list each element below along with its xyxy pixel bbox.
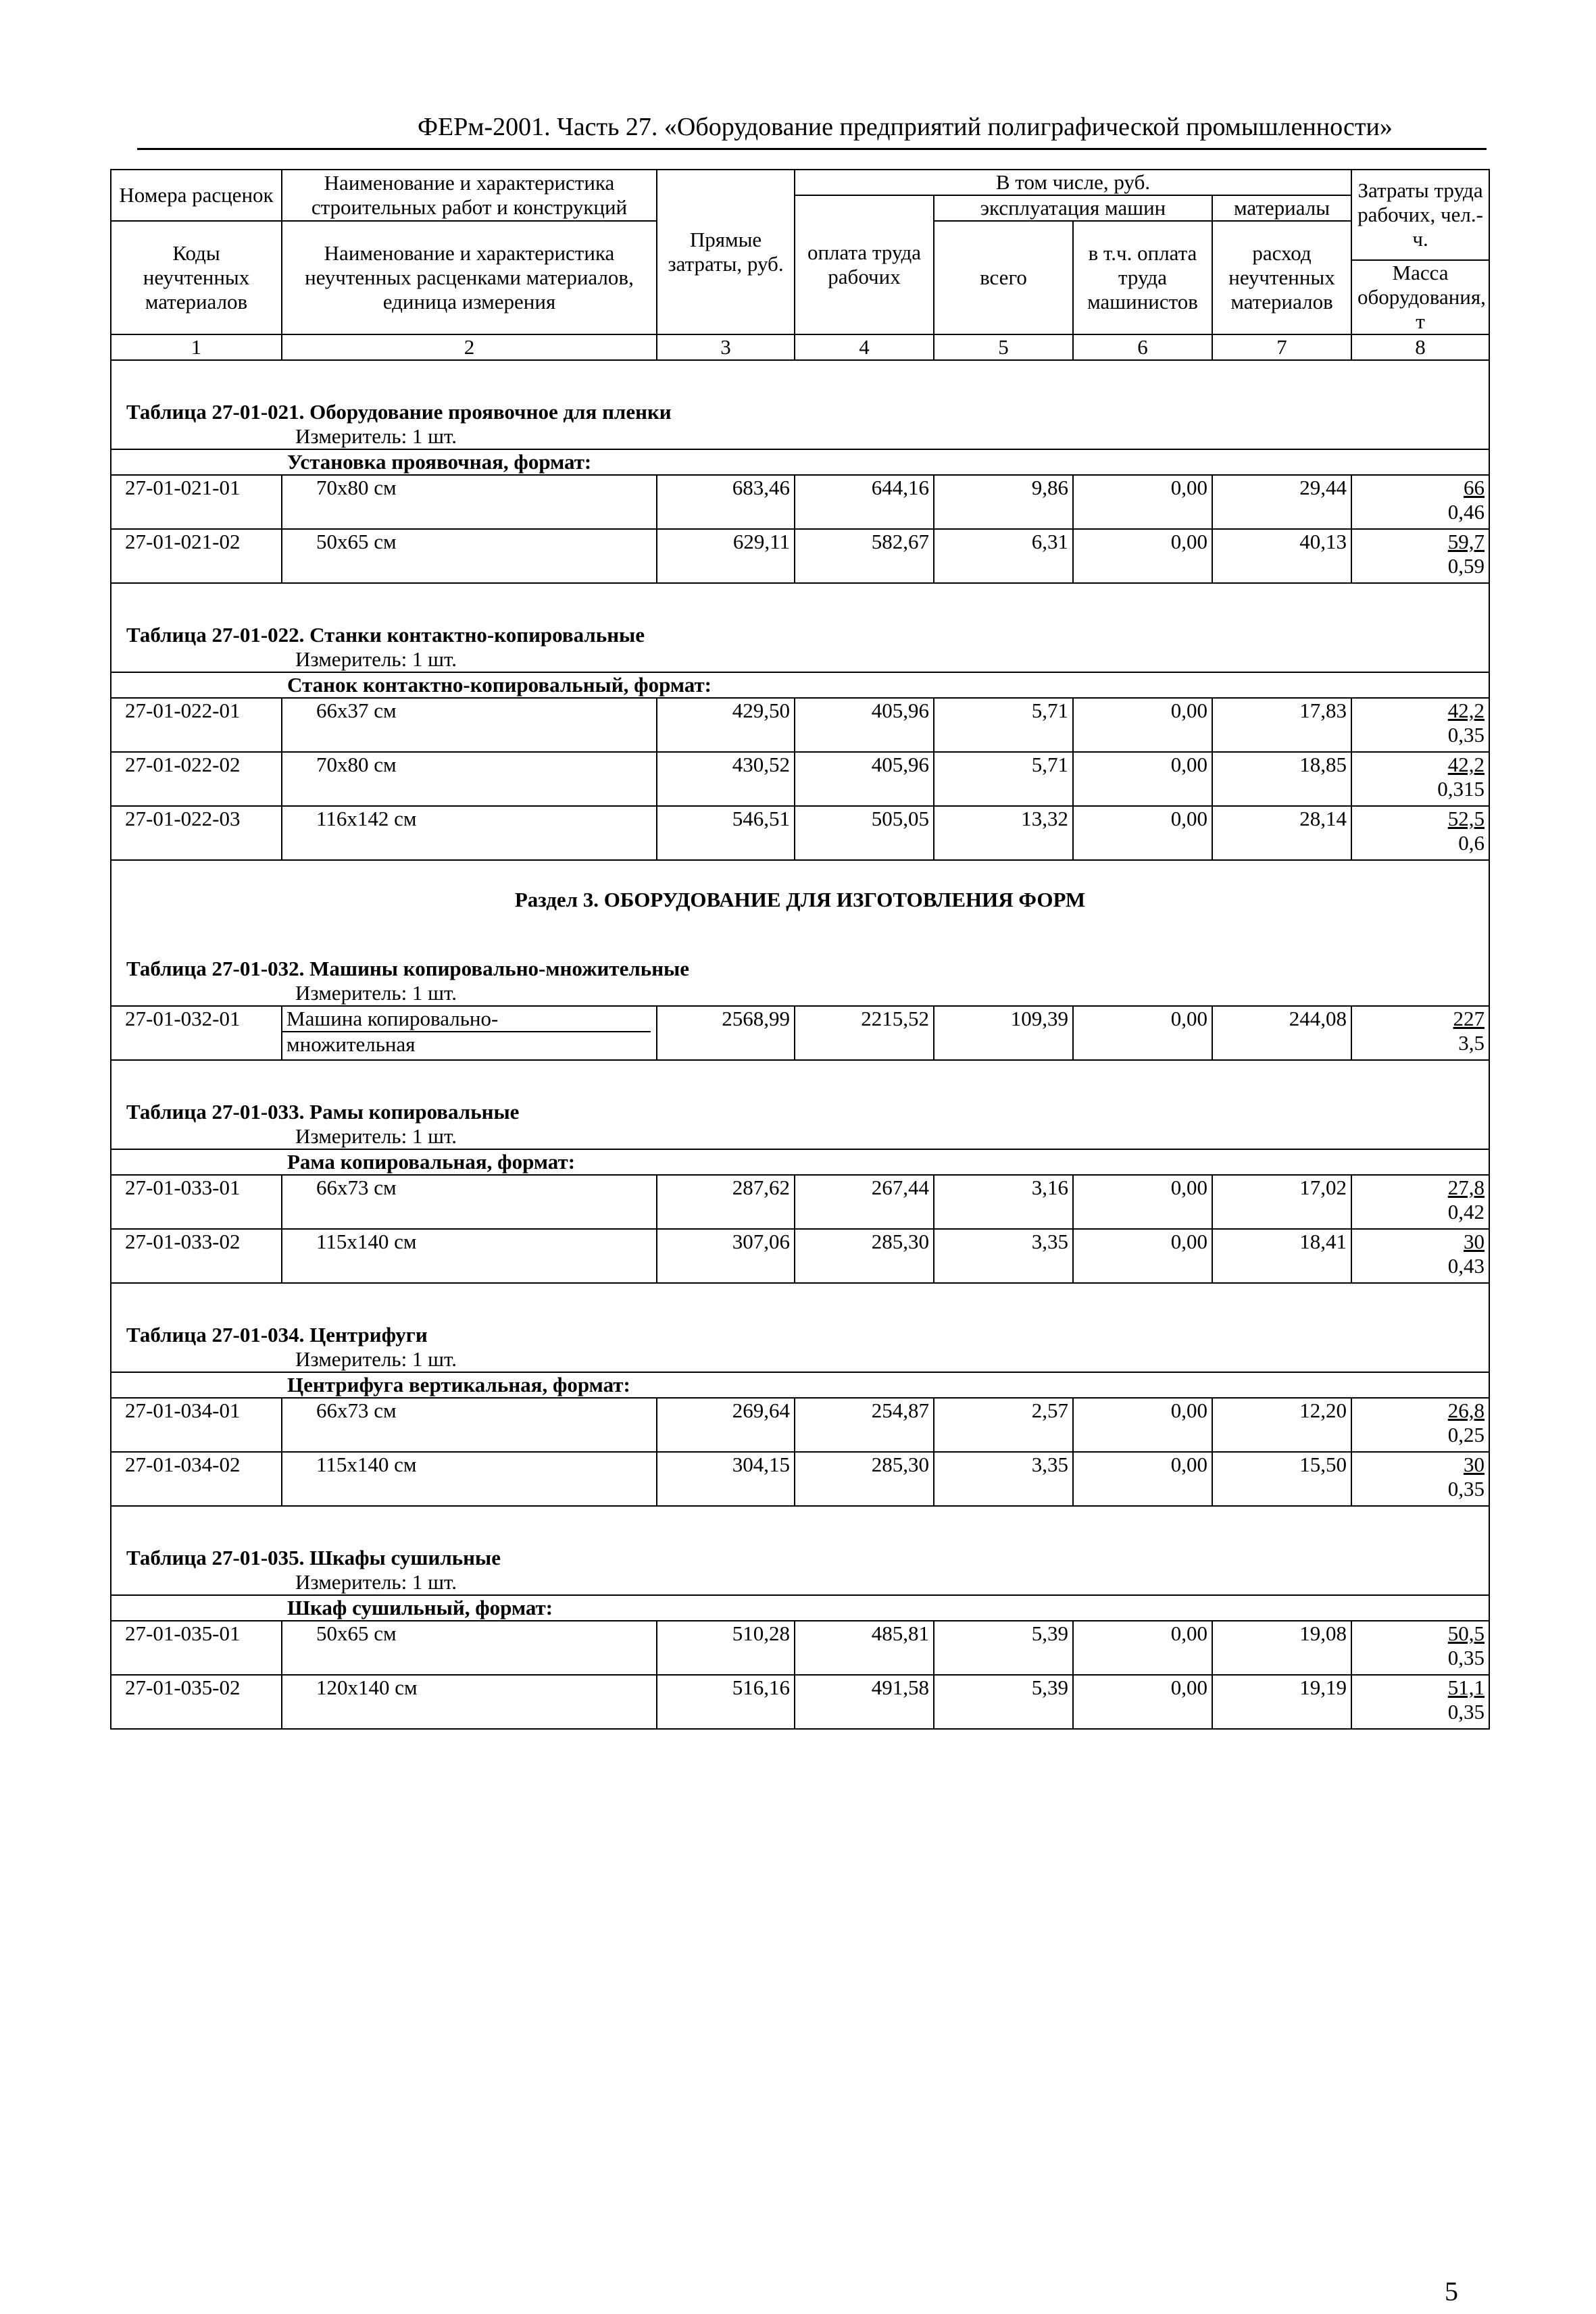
value-direct: 304,15 [657,1452,795,1506]
table-title-row [111,360,1489,424]
rate-name: 115x140 см [282,1452,657,1506]
col-materials: материалы [1212,195,1351,221]
value-mach: 5,39 [934,1675,1073,1729]
value-direct: 629,11 [657,529,795,583]
value-mat: 17,02 [1212,1175,1351,1229]
col-num: 5 [934,334,1073,360]
value-labor: 485,81 [795,1621,934,1675]
value-mach-labor: 0,00 [1073,1675,1212,1729]
col-num: 1 [111,334,282,360]
meter-row [111,1347,1489,1372]
mass-value: 3,5 [1458,1031,1485,1055]
rate-name-line: множительная [286,1032,416,1056]
rate-name: 116x142 см [282,806,657,860]
value-mach-labor: 0,00 [1073,806,1212,860]
col-material-name: Наименование и характеристика неучтенных расценками материалов, единица измерения [282,221,657,334]
hours-mass-cell [1351,1229,1489,1283]
value-mach: 2,57 [934,1398,1073,1452]
labor-hours-value: 227 [1453,1007,1485,1030]
mass-value: 0,315 [1437,777,1485,801]
value-labor: 285,30 [795,1229,934,1283]
rate-code: 27-01-032-01 [111,1006,282,1060]
meter-row [111,424,1489,449]
item-subtitle: Рама копировальная, формат: [111,1149,1489,1175]
value-mach-labor: 0,00 [1073,752,1212,806]
col-num: 8 [1351,334,1489,360]
header-row-1 [111,170,1489,195]
table-row [111,1621,1489,1675]
mass-value: 0,35 [1447,1477,1485,1501]
value-mach: 109,39 [934,1006,1073,1060]
col-num: 6 [1073,334,1212,360]
labor-hours-value: 30 [1464,1230,1485,1253]
table-title: Таблица 27-01-021. Оборудование проявочное для пленки [111,360,1489,424]
item-subtitle: Установка проявочная, формат: [111,449,1489,475]
value-labor: 405,96 [795,752,934,806]
table-row [111,1175,1489,1229]
meter-label: Измеритель: 1 шт. [111,647,1489,672]
value-mach-labor: 0,00 [1073,698,1212,752]
rate-code: 27-01-022-03 [111,806,282,860]
col-rate-numbers: Номера расценок [111,170,282,221]
meter-row [111,1124,1489,1149]
value-mach: 6,31 [934,529,1073,583]
value-labor: 2215,52 [795,1006,934,1060]
section-title: Раздел 3. ОБОРУДОВАНИЕ ДЛЯ ИЗГОТОВЛЕНИЯ ФОРМ [111,860,1489,917]
labor-hours-value: 26,8 [1447,1399,1485,1422]
value-direct: 516,16 [657,1675,795,1729]
meter-label: Измеритель: 1 шт. [111,424,1489,449]
value-direct: 429,50 [657,698,795,752]
value-mat: 18,85 [1212,752,1351,806]
table-row [111,752,1489,806]
table-title-row [111,1283,1489,1347]
value-mat: 40,13 [1212,529,1351,583]
value-mat: 12,20 [1212,1398,1351,1452]
table-title: Таблица 27-01-032. Машины копировально-множительные [111,917,1489,981]
value-mat: 19,19 [1212,1675,1351,1729]
value-mat: 17,83 [1212,698,1351,752]
rate-code: 27-01-022-02 [111,752,282,806]
rate-name: 66x73 см [282,1175,657,1229]
mass-value: 0,35 [1447,1646,1485,1669]
mass-value: 0,35 [1447,1700,1485,1724]
table-row [111,1675,1489,1729]
value-direct: 510,28 [657,1621,795,1675]
section-title-row [111,860,1489,917]
hours-mass-cell [1351,806,1489,860]
value-mach-labor: 0,00 [1073,1175,1212,1229]
col-material-consumption: расход неучтенных материалов [1212,221,1351,334]
table-row [111,475,1489,529]
table-row [111,1006,1489,1060]
value-mach-labor: 0,00 [1073,529,1212,583]
rate-name: 66x73 см [282,1398,657,1452]
mass-value: 0,43 [1447,1254,1485,1278]
item-subtitle: Станок контактно-копировальный, формат: [111,672,1489,698]
rate-name-line: Машина копировально- [282,1007,651,1032]
value-labor: 254,87 [795,1398,934,1452]
subtitle-row [111,1149,1489,1175]
value-labor: 582,67 [795,529,934,583]
table-title-row [111,1060,1489,1124]
value-mat: 244,08 [1212,1006,1351,1060]
rate-code: 27-01-021-02 [111,529,282,583]
value-direct: 307,06 [657,1229,795,1283]
rate-code: 27-01-035-02 [111,1675,282,1729]
labor-hours-value: 52,5 [1447,807,1485,830]
value-mach-labor: 0,00 [1073,475,1212,529]
rate-name: 50x65 см [282,1621,657,1675]
rates-table [110,169,1490,1730]
col-machines-total: всего [934,221,1073,334]
col-direct-costs: Прямые затраты, руб. [657,170,795,334]
col-labor-pay: оплата труда рабочих [795,195,934,334]
hours-mass-cell [1351,529,1489,583]
value-mach-labor: 0,00 [1073,1229,1212,1283]
labor-hours-value: 42,2 [1447,753,1485,776]
rate-code: 27-01-033-01 [111,1175,282,1229]
table-title: Таблица 27-01-022. Станки контактно-копировальные [111,583,1489,647]
table-row [111,698,1489,752]
value-labor: 644,16 [795,475,934,529]
col-work-name: Наименование и характеристика строительных работ и конструкций [282,170,657,221]
labor-hours-value: 66 [1464,476,1485,499]
labor-hours-value: 30 [1464,1453,1485,1476]
hours-mass-cell [1351,752,1489,806]
mass-value: 0,59 [1447,554,1485,578]
meter-row [111,1570,1489,1595]
hours-mass-cell [1351,1452,1489,1506]
col-machinist-pay: в т.ч. оплата труда машинистов [1073,221,1212,334]
meter-label: Измеритель: 1 шт. [111,1570,1489,1595]
meter-label: Измеритель: 1 шт. [111,1124,1489,1149]
value-mach: 3,35 [934,1229,1073,1283]
value-mach: 13,32 [934,806,1073,860]
value-labor: 505,05 [795,806,934,860]
table-row [111,529,1489,583]
running-header [137,109,1487,150]
col-num: 2 [282,334,657,360]
meter-label: Измеритель: 1 шт. [111,1347,1489,1372]
rate-name: 66x37 см [282,698,657,752]
mass-value: 0,46 [1447,500,1485,524]
value-mach-labor: 0,00 [1073,1398,1212,1452]
meter-row [111,647,1489,672]
header-title: ФЕРм-2001. Часть 27. «Оборудование предприятий полиграфической промышленности» [418,113,1393,141]
value-labor: 285,30 [795,1452,934,1506]
col-including: В том числе, руб. [795,170,1351,195]
value-mach: 5,39 [934,1621,1073,1675]
value-mach-labor: 0,00 [1073,1006,1212,1060]
labor-hours-value: 27,8 [1447,1176,1485,1199]
hours-mass-cell [1351,1398,1489,1452]
value-direct: 287,62 [657,1175,795,1229]
col-mass: Масса оборудования, т [1351,260,1489,334]
table-row [111,806,1489,860]
table-title: Таблица 27-01-033. Рамы копировальные [111,1060,1489,1124]
rate-code: 27-01-033-02 [111,1229,282,1283]
table-title: Таблица 27-01-035. Шкафы сушильные [111,1506,1489,1570]
col-num: 3 [657,334,795,360]
mass-value: 0,42 [1447,1200,1485,1224]
hours-mass-cell [1351,1006,1489,1060]
item-subtitle: Шкаф сушильный, формат: [111,1595,1489,1621]
item-subtitle: Центрифуга вертикальная, формат: [111,1372,1489,1398]
value-direct: 269,64 [657,1398,795,1452]
rate-name: 70x80 см [282,752,657,806]
value-labor: 405,96 [795,698,934,752]
meter-label: Измеритель: 1 шт. [111,981,1489,1006]
labor-hours-value: 42,2 [1447,699,1485,722]
rate-name: 115x140 см [282,1229,657,1283]
hours-mass-cell [1351,1675,1489,1729]
value-labor: 267,44 [795,1175,934,1229]
col-num: 7 [1212,334,1351,360]
mass-value: 0,25 [1447,1423,1485,1447]
value-direct: 546,51 [657,806,795,860]
labor-hours-value: 50,5 [1447,1621,1485,1645]
table-row [111,1398,1489,1452]
rate-code: 27-01-035-01 [111,1621,282,1675]
mass-value: 0,6 [1458,831,1485,855]
value-mat: 15,50 [1212,1452,1351,1506]
value-mat: 28,14 [1212,806,1351,860]
rate-name: 120x140 см [282,1675,657,1729]
value-mach-labor: 0,00 [1073,1621,1212,1675]
value-direct: 430,52 [657,752,795,806]
labor-hours-value: 59,7 [1447,530,1485,553]
value-labor: 491,58 [795,1675,934,1729]
table-title-row [111,583,1489,647]
col-machines: эксплуатация машин [934,195,1212,221]
subtitle-row [111,1372,1489,1398]
table-row [111,1229,1489,1283]
page-number: 5 [1445,2276,1458,2307]
rate-name [282,1006,657,1060]
rate-code: 27-01-022-01 [111,698,282,752]
col-labor-hours: Затраты труда рабочих, чел.-ч. [1351,170,1489,260]
hours-mass-cell [1351,698,1489,752]
subtitle-row [111,449,1489,475]
hours-mass-cell [1351,1621,1489,1675]
rate-code: 27-01-034-01 [111,1398,282,1452]
value-mat: 19,08 [1212,1621,1351,1675]
value-mach-labor: 0,00 [1073,1452,1212,1506]
rate-name: 70x80 см [282,475,657,529]
hours-mass-cell [1351,1175,1489,1229]
labor-hours-value: 51,1 [1447,1676,1485,1699]
mass-value: 0,35 [1447,723,1485,747]
value-mach: 3,35 [934,1452,1073,1506]
table-title: Таблица 27-01-034. Центрифуги [111,1283,1489,1347]
value-mat: 18,41 [1212,1229,1351,1283]
value-mach: 5,71 [934,698,1073,752]
subtitle-row [111,1595,1489,1621]
table-row [111,1452,1489,1506]
value-mach: 9,86 [934,475,1073,529]
value-mach: 3,16 [934,1175,1073,1229]
rate-name: 50x65 см [282,529,657,583]
subtitle-row [111,672,1489,698]
table-title-row [111,1506,1489,1570]
column-numbers-row [111,334,1489,360]
col-num: 4 [795,334,934,360]
col-material-codes: Коды неучтенных материалов [111,221,282,334]
rate-code: 27-01-021-01 [111,475,282,529]
rate-code: 27-01-034-02 [111,1452,282,1506]
value-mat: 29,44 [1212,475,1351,529]
value-direct: 683,46 [657,475,795,529]
table-title-row [111,917,1489,981]
value-mach: 5,71 [934,752,1073,806]
hours-mass-cell [1351,475,1489,529]
value-direct: 2568,99 [657,1006,795,1060]
meter-row [111,981,1489,1006]
